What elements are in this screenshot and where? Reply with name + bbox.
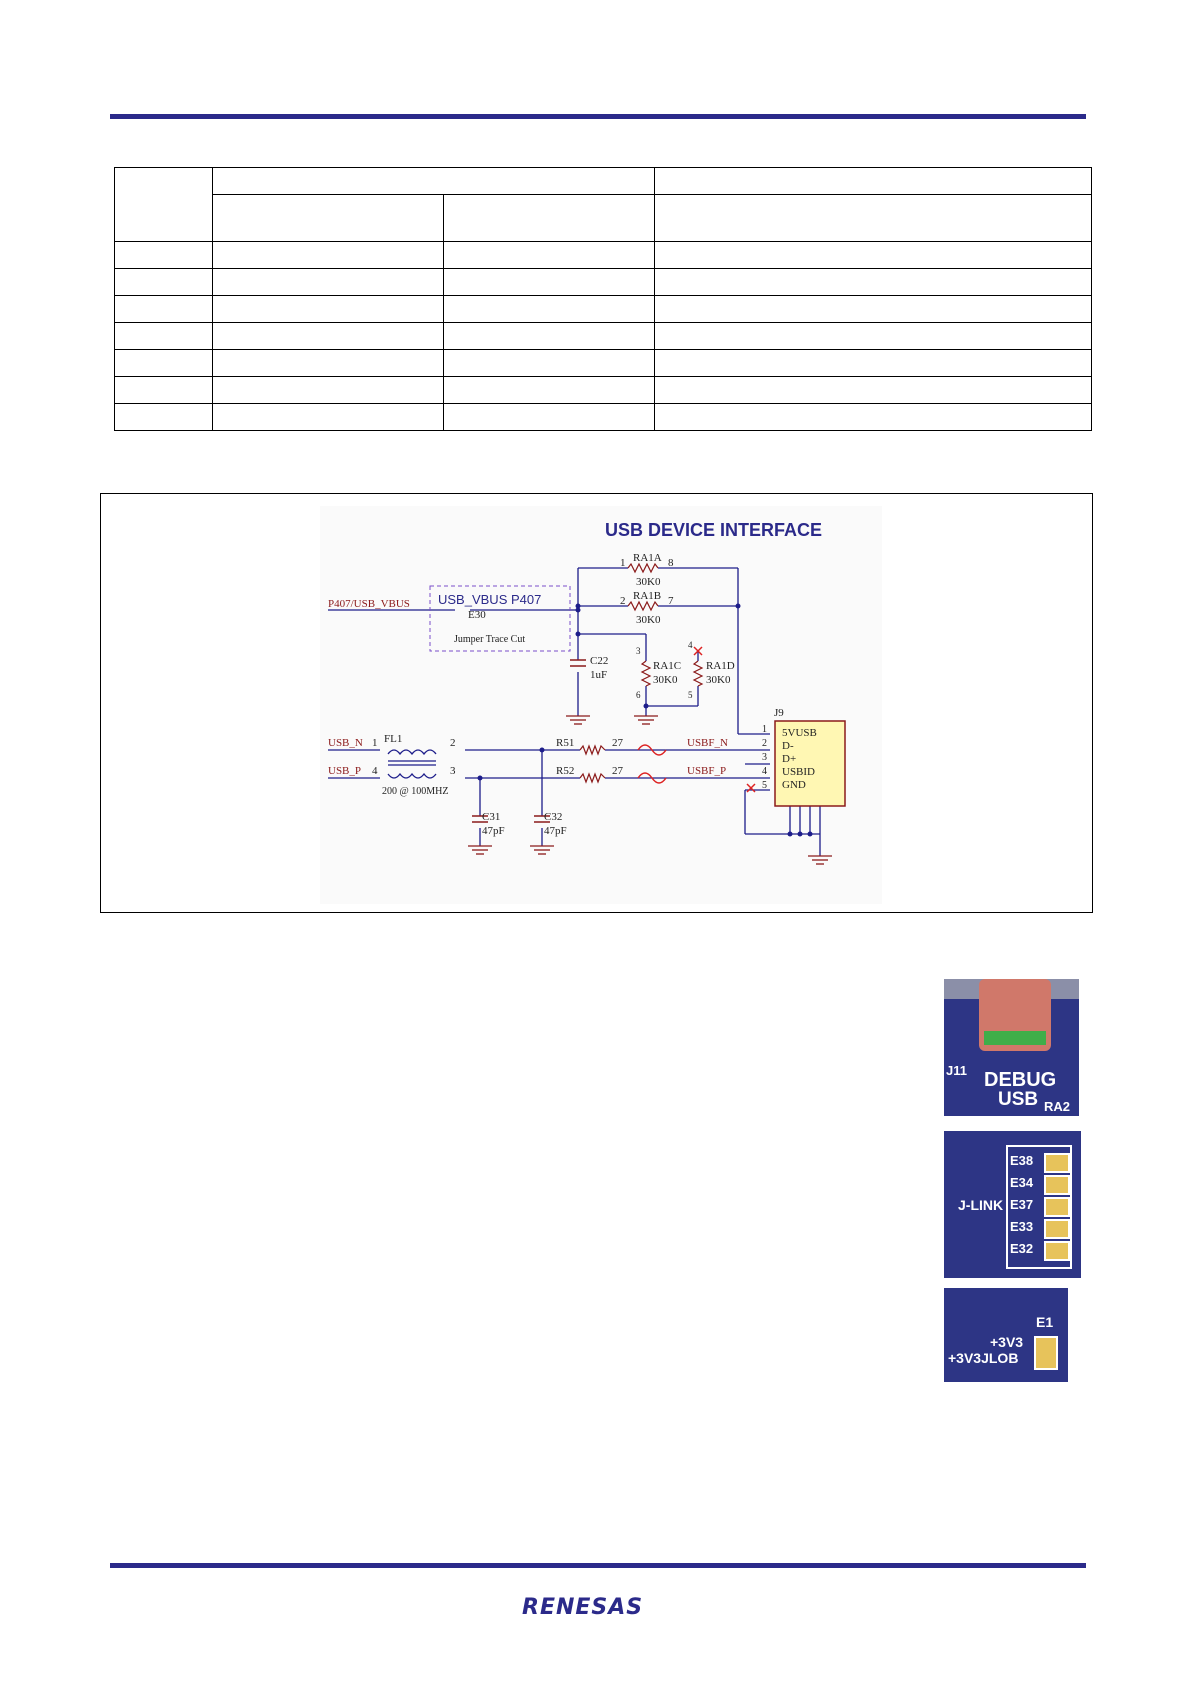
svg-text:5: 5 — [762, 780, 767, 791]
fl1-label: FL1 — [384, 733, 403, 745]
ra1c-pin6: 6 — [636, 690, 641, 700]
fl1-pin2: 2 — [450, 737, 456, 749]
ra1c-label: RA1C — [653, 660, 682, 672]
fl1-pin3: 3 — [450, 765, 456, 777]
table-row — [115, 323, 1092, 350]
debug-label: DEBUG — [984, 1069, 1057, 1091]
c22-label: C22 — [590, 655, 609, 667]
c32-value: 47pF — [544, 825, 567, 837]
c31-label: C31 — [482, 811, 501, 823]
r51-label: R51 — [556, 737, 575, 749]
table-cell — [444, 195, 655, 242]
svg-text:3: 3 — [762, 752, 767, 763]
e1-label: E1 — [1036, 1314, 1054, 1330]
jumper-e34: E34 — [1010, 1175, 1034, 1190]
pin-table — [114, 167, 1092, 431]
table-cell — [655, 195, 1092, 242]
e1-3v3jlob-label: +3V3JLOB — [948, 1350, 1019, 1366]
svg-text:GND: GND — [782, 779, 806, 791]
svg-text:D+: D+ — [782, 753, 797, 765]
svg-text:5VUSB: 5VUSB — [782, 727, 817, 739]
svg-text:1: 1 — [762, 724, 767, 735]
table-row — [115, 296, 1092, 323]
ra1b-pin2: 2 — [620, 595, 626, 607]
schematic-background — [320, 506, 882, 904]
fl1-pin1: 1 — [372, 737, 378, 749]
usbf-n-label: USBF_N — [687, 737, 728, 749]
e1-jumper-photo — [944, 1288, 1068, 1382]
jumper-pad-icon — [1044, 1219, 1070, 1239]
jumper-box-label: USB_VBUS P407 — [438, 592, 542, 607]
ra1b-label: RA1B — [633, 590, 662, 602]
svg-text:2: 2 — [762, 738, 767, 749]
jlink-jumpers-photo — [944, 1131, 1081, 1278]
table-row — [115, 242, 1092, 269]
pad-strip — [984, 1031, 1046, 1045]
renesas-logo: RENESAS — [522, 1595, 644, 1620]
svg-text:D-: D- — [782, 740, 794, 752]
schematic-title: USB DEVICE INTERFACE — [605, 520, 823, 540]
jumper-e37: E37 — [1010, 1197, 1034, 1212]
jumper-pad-icon — [1034, 1336, 1058, 1370]
c22-value: 1uF — [590, 669, 608, 681]
ra1c-value: 30K0 — [653, 674, 678, 686]
ra1d-pin5: 5 — [688, 690, 693, 700]
ra1a-pin1: 1 — [620, 557, 626, 569]
j11-label: J11 — [946, 1063, 967, 1078]
usb-n-label: USB_N — [328, 737, 363, 749]
table-cell — [655, 168, 1092, 195]
ra1b-value: 30K0 — [636, 614, 661, 626]
jumper-e32: E32 — [1010, 1241, 1034, 1256]
table-cell — [213, 195, 444, 242]
table-row — [115, 350, 1092, 377]
usb-device-schematic — [320, 506, 882, 904]
ra1b-pin7: 7 — [668, 595, 674, 607]
jumper-note: Jumper Trace Cut — [454, 634, 526, 645]
e1-3v3-label: +3V3 — [990, 1334, 1024, 1350]
ra1d-label: RA1D — [706, 660, 735, 672]
jumper-pad-icon — [1044, 1175, 1070, 1195]
jumper-e38: E38 — [1010, 1153, 1034, 1168]
j9-pin-numbers — [762, 724, 767, 791]
r52-label: R52 — [556, 765, 575, 777]
jumper-ref: E30 — [468, 609, 486, 621]
jumper-pad-icon — [1044, 1153, 1070, 1173]
r52-value: 27 — [612, 765, 623, 777]
jumper-pad-icon — [1044, 1197, 1070, 1217]
svg-text:4: 4 — [762, 766, 767, 777]
usb-p-label: USB_P — [328, 765, 362, 777]
ra1c-pin3: 3 — [636, 646, 641, 656]
usbf-p-label: USBF_P — [687, 765, 727, 777]
table-row — [115, 404, 1092, 431]
footer-rule — [110, 1563, 1086, 1568]
fl1-value: 200 @ 100MHZ — [382, 786, 449, 797]
c31-value: 47pF — [482, 825, 505, 837]
ra1a-pin8: 8 — [668, 557, 674, 569]
j9-label: J9 — [774, 707, 784, 719]
table-cell — [213, 168, 655, 195]
table-row — [115, 269, 1092, 296]
ra1a-label: RA1A — [633, 552, 662, 564]
c32-label: C32 — [544, 811, 563, 823]
usb-label: USB — [998, 1089, 1039, 1110]
r51-value: 27 — [612, 737, 623, 749]
table-cell — [115, 168, 213, 242]
table-row — [115, 377, 1092, 404]
vbus-net-label: P407/USB_VBUS — [328, 598, 410, 610]
ra1a-value: 30K0 — [636, 576, 661, 588]
header-rule — [110, 114, 1086, 119]
jumper-pad-icon — [1044, 1241, 1070, 1261]
jlink-label: J-LINK — [958, 1197, 1004, 1213]
svg-text:USBID: USBID — [782, 766, 816, 778]
ra2-label: RA2 — [1044, 1099, 1071, 1114]
ra1d-pin4: 4 — [688, 640, 693, 650]
ra1d-value: 30K0 — [706, 674, 731, 686]
debug-usb-photo — [944, 979, 1079, 1116]
jumper-e33: E33 — [1010, 1219, 1034, 1234]
fl1-pin4: 4 — [372, 765, 378, 777]
